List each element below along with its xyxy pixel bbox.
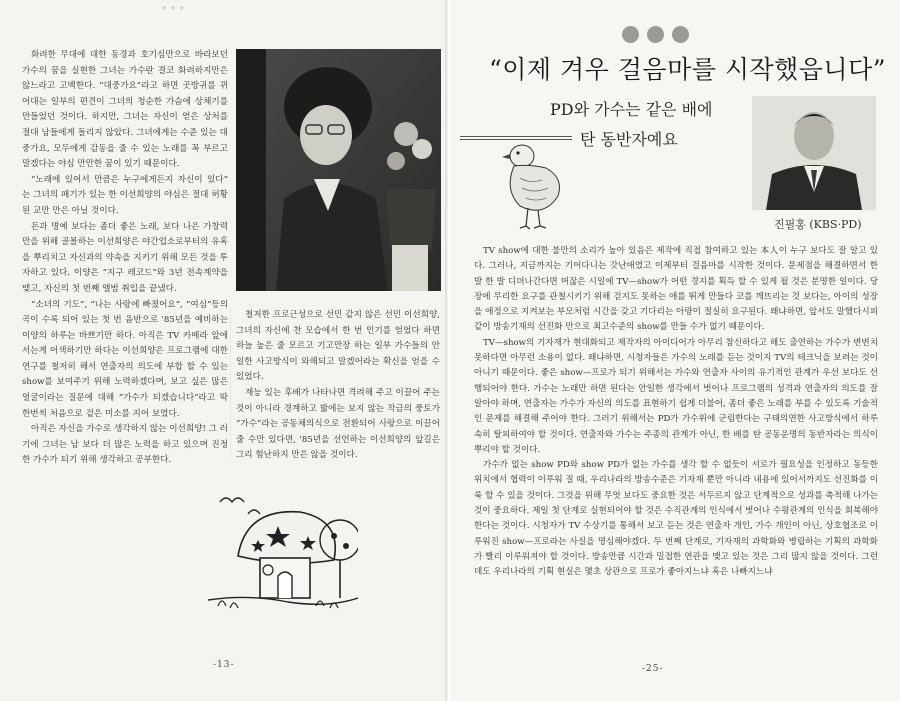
singer-photo-drawing: [236, 49, 441, 291]
paragraph: 재능 있는 후배가 나타나면 격려해 주고 이끌어 주는 것이 아니라 경계하고 밟에는 보지 않는 작금의 풍토가 “가수”라는 공동체의식으로 전환되어 사랑으로 이끌어 줄 수만 있다면, '85년을 선언하는 이선희양의 앞길은 그리 험난하지 만은 않을 것이다.: [236, 387, 440, 461]
paragraph: 아직은 자신을 가수로 생각하지 않는 이선희양! 그 러기에 그녀는 남 보다 더 많은 노력을 하고 있으며 진정한 가수가 되기 위해 생각하고 공부한다.: [22, 424, 228, 466]
left-page-column-1: [22, 48, 228, 469]
chick-sketch-illustration: [500, 138, 568, 230]
article-headline: “이제 겨우 걸음마를 시작했읍니다”: [489, 55, 887, 84]
dot-icon: [672, 26, 689, 43]
right-page: [452, 0, 900, 701]
paragraph: “소녀의 기도”, “나는 사랑에 빠졌어요”, “여심”등의 곡이 수록 되어 있는 첫 번 음반으로 '85년을 예비하는 이양의 하루는 바쁘기만 하다. 아직은 TV 카메라 앞에 서는게 어색하기만 하다는 이선희양은 프로그램에 대한 연구를 철저히 해서 연출자의 의도에 부합 할 수 있는 show를 보여주기 위해 노력하겠다며, 보고 싶은 많은 얼굴이라는 질문에 대해 “가수가 되겠습니다”라고 딱 한번씩 처음으로 겉은 미소를 지어 보였다.: [22, 299, 228, 419]
left-page: [0, 0, 447, 701]
photo-credit: 진필홍 (KBS·PD): [774, 218, 862, 231]
paragraph: TV—show의 기자재가 현대화되고 제작자의 아이디어가 아무리 참신하다고 해도 출연하는 가수가 변변치 못하다면 아무런 소용이 없다. 왜냐하면, 시청자들은 가수의 노래를 듣는 것이지 TV의 테크닉을 보려는 것이 아니기 때문이다. 좋은 show—프로가 되기 위해서는 가수와 연출자 사이의 유기적인 관계가 우선 보다도 선행되어야 한다. 가수는 노래만 하면 된다는 안일한 생각에서 벗어나 프로그램의 성격과 연출자의 의도를 잘 알아야 하며, 연출자는 가수가 자신의 의도를 표현하기 쉽게 더불어, 좀더 좋은 노래를 부를 수 있도록 기술적인 문제를 해결해 주어야 한다. 그러기 위해서는 PD가 가수위에 군림한다는 구태의연한 사고방식에서 하루속히 탈피하여야 할 것이다. 연출자와 가수는 주종의 관계가 아닌, 한 배를 탄 공동운명의 동반자라는 의식이 뿌리야 할 것이다.: [474, 337, 878, 455]
paragraph: 철저한 프로근성으로 선민 같지 않은 선민 이선희양, 그녀의 자신에 찬 모습에서 한 번 인기를 얻었다 하면 하늘 높은 줄 모르고 기고만장 하는 일부 가수들의 안일한 사고방식이 와해되고 말겠어라는 확신을 얻을 수 있었다.: [236, 310, 440, 383]
paragraph: 가수가 없는 show PD와 show PD가 없는 가수를 생각 할 수 없듯이 서로가 필요성을 인정하고 동등한 위치에서 협력이 이루워 질 때, 우리나라의 방송수준은 기자재 뿐만 아니라 내용에 있어서까지도 선진화를 이룩 할 수 있을 것이다. 그것을 위해 무엇 보다도 중요한 것은 서두르지 않고 단계적으로 성과를 축적해 나가는 것이 중요하다. 제일 첫 단계로 실현되어야 할 것은 수직관계의 인식에서 벗어나 수평관계의 인식을 회복해야 한다는 것이다. 시청자가 TV 수상기를 통해서 보고 듣는 것은 연출자 개인, 가수 개인이 아닌, 상호협조로 이루워진 show—프로라는 사실을 명심해야겠다. 두 번째 단계로, 기자재의 과학화와 병립하는 기획의 과학화가 빨리 이루워져야 할 것이다. 방송만큼 시간과 밀접한 연관을 맺고 있는 것은 그리 많지 않을 것이다. 그런데도 우리나라의 기획 현실은 몇초 상관으로 프로가 좋아지느냐 혹은 나빠지느냐: [474, 460, 878, 578]
subheading-line-1: PD와 가수는 같은 배에: [550, 100, 713, 119]
dot-icon: [622, 26, 639, 43]
right-page-body: [474, 244, 878, 581]
paragraph: TV show에 대한 불만의 소리가 높아 있음은 제작에 직접 참여하고 있는 本人이 누구 보다도 잘 알고 있다. 그러나, 지금까지는 기어다니는 갓난애였고 이제부터 걸음마를 시작한 것이다. 문제점을 해결하면서 한 발 한 발 디뎌나간다면 머잖은 시일에 TV—show가 어떤 경지를 획득 할 수 있게 될 것은 분명한 일이다. 당장에 무리한 요구를 관철시키기 위해 걷지도 못하는 애를 뛰게 만들다 코를 깨뜨리는 것 보다는, 아이의 성장을 애정으로 지켜보는 부모처럼 시간을 갖고 기다리는 아량이 절실히 요구된다. 왜냐하면, 앞서도 말했다시피 같이 방송기재의 선진화 만으로 최고수준의 show를 만들 수가 없기 때문이다.: [474, 246, 878, 333]
singer-photo: [236, 49, 441, 291]
subheading-line-2: 탄 동반자예요: [580, 130, 678, 149]
paragraph: 돈과 명예 보다는 좀더 좋은 노래, 보다 나은 가창력만을 위해 골몰하는 이선희양은 야간업소로부터의 유혹을 뿌리치고 자신과의 약속을 지키기 위해 모든 것을 투자하고 있다. 이양은 “지구 레코드”와 3년 전속계약을 맺고, 자신의 첫 번째 앨범 취입을 끝냈다.: [22, 221, 228, 294]
mushroom-house-illustration: [208, 490, 358, 615]
decorative-dots: [622, 26, 689, 43]
page-number: -25-: [642, 664, 664, 674]
dot-icon: [647, 26, 664, 43]
pd-portrait-photo: [752, 96, 876, 210]
faded-heading-bleed: …: [160, 0, 188, 16]
paragraph: 화려한 무대에 대한 동경과 호기심만으로 바라보던 가수의 꿈을 실현한 그녀는 가수란 결코 화려하지만은 않느라고 고백한다. “대중가요”라고 하면 곳방귀를 뀌어대는 일부의 편견이 그녀의 청순한 가슴에 상체기를 만들었던 것이다. 하지만, 그녀는 자신이 얻은 상처를 절대 남들에게 돌리지 않았다. 그녀에게는 수준 있는 대중가요, 모두에게 감동을 줄 수 있는 노래를 꼭 부르고 말겠다는 야심 만만한 꿈이 있기 때문이다.: [22, 50, 228, 170]
paragraph: “노래에 있어서 만큼은 누구에게든지 자신이 있다” 는 그녀의 패기가 있는 한 이선희양의 야심은 절대 허황된 교만 만은 아닐 것이다.: [22, 174, 228, 216]
pd-portrait-drawing: [752, 96, 876, 210]
left-page-column-2: [236, 308, 440, 464]
subheading-rule: [460, 136, 572, 137]
column-divider: [230, 308, 231, 458]
page-number: -13-: [213, 660, 235, 670]
